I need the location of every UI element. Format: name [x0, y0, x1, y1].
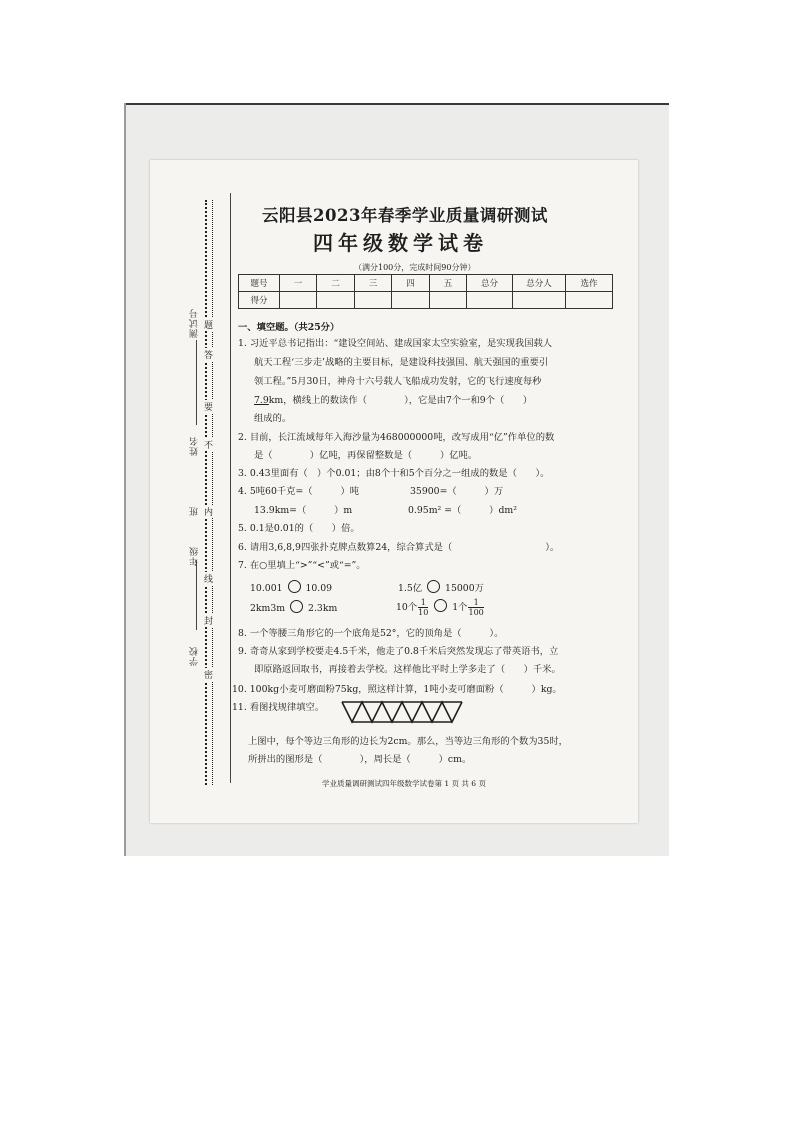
- question-1-line-3: 领工程。”5月30日，神舟十六号载人飞船成功发射，它的飞行速度每秒: [254, 376, 542, 387]
- exam-subtitle: 四年级数学试卷: [313, 231, 488, 255]
- fraction: [468, 598, 483, 617]
- score-table: [238, 274, 613, 309]
- question-1-line-4: [254, 395, 532, 407]
- margin-rule: [230, 193, 231, 783]
- triangle-zigzag: [342, 702, 462, 722]
- question-2-line-2: 是（ ）亿吨，再保留整数是（ ）亿吨。: [254, 450, 478, 461]
- exam-note: （满分100分，完成时间90分钟）: [354, 263, 476, 272]
- question-4-line-1a: 4. 5吨60千克=（ ）吨: [238, 486, 360, 497]
- question-9-line-2: 即原路返回取书，再接着去学校。这样他比平时上学多走了（ ）千米。: [254, 664, 561, 675]
- score-cell: 总分: [467, 275, 513, 292]
- fraction-numerator: 1: [468, 598, 483, 608]
- question-1-line-1: 1. 习近平总书记指出：“建设空间站、建成国家太空实验室，是实现我国载人: [238, 338, 553, 349]
- question-11-line-2: 上图中，每个等边三角形的边长为2cm。那么，当等边三角形的个数为35时，: [248, 736, 568, 747]
- question-4-line-1b: 35900=（ ）万: [410, 486, 504, 497]
- question-1-line-2: 航天工程‘三步走’战略的主要目标，是建设科技强国、航天强国的重要引: [254, 357, 549, 368]
- score-input-cell[interactable]: [392, 292, 430, 309]
- margin-label-school: 学校: [190, 646, 200, 666]
- score-input-cell[interactable]: [430, 292, 467, 309]
- grade-blank-line: [196, 560, 197, 630]
- triangle-pattern-figure: [340, 700, 470, 724]
- seal-char: 答: [204, 348, 213, 361]
- question-8: 8. 一个等腰三角形它的一个底角是52°，它的顶角是（ ）。: [238, 628, 504, 639]
- underlined-number: 7.9: [254, 395, 269, 406]
- seal-char: 内: [204, 505, 213, 518]
- compare-right: 10.09: [305, 583, 333, 594]
- question-1-line-5: 组成的。: [254, 413, 292, 424]
- margin-label-class: 班: [190, 506, 200, 516]
- question-5: 5. 0.1是0.01的（ ）倍。: [238, 523, 360, 534]
- compare-right: 1个: [452, 602, 468, 613]
- seal-char: 线: [204, 572, 213, 585]
- compare-row-c: [250, 600, 337, 615]
- exam-title: 云阳县2023年春季学业质量调研测试: [262, 206, 548, 225]
- scan-edge-left: [124, 103, 126, 856]
- compare-left: 10.001: [250, 583, 283, 594]
- question-4-line-2b: 0.95m² =（ ）dm²: [408, 505, 517, 516]
- question-2-line-1: 2. 目前，长江流域每年入海沙量为468000000吨，改写成用“亿”作单位的数: [238, 432, 555, 443]
- score-input-cell[interactable]: [566, 292, 613, 309]
- name-blank-line: [196, 340, 197, 425]
- section-heading: 一、填空题。（共25分）: [238, 322, 340, 333]
- margin-label-name: 姓名: [190, 436, 200, 456]
- question-3: 3. 0.43里面有（ ）个0.01；由8个十和5个百分之一组成的数是（ ）。: [238, 468, 550, 479]
- compare-left: 10个: [396, 602, 418, 613]
- score-cell: 五: [430, 275, 467, 292]
- compare-row-d: [396, 596, 485, 620]
- compare-left: 1.5亿: [398, 583, 423, 594]
- compare-circle[interactable]: [434, 599, 447, 612]
- seal-dotted-line: [205, 200, 207, 785]
- score-cell: 得分: [239, 292, 280, 309]
- seal-char: 题: [204, 318, 213, 331]
- seal-char: 封: [204, 614, 213, 627]
- compare-circle[interactable]: [288, 580, 301, 593]
- question-6: 6. 请用3,6,8,9四张扑克牌点数算24，综合算式是（ ）。: [238, 542, 560, 553]
- score-cell: 一: [280, 275, 317, 292]
- score-cell: 选作: [566, 275, 613, 292]
- fraction-denominator: 10: [418, 608, 429, 617]
- score-input-cell[interactable]: [280, 292, 317, 309]
- score-cell: 二: [317, 275, 355, 292]
- seal-dotted-line-inner: [212, 200, 213, 785]
- question-4-line-2a: 13.9km=（ ）m: [254, 505, 353, 516]
- question-11: 11. 看图找规律填空。: [232, 702, 325, 713]
- fraction: [418, 598, 428, 617]
- score-input-cell[interactable]: [467, 292, 513, 309]
- question-11-line-3: 所拼出的图形是（ ），周长是（ ）cm。: [248, 754, 472, 765]
- seal-char: 要: [204, 400, 213, 413]
- score-cell: 四: [392, 275, 430, 292]
- fraction-denominator: 100: [468, 608, 484, 617]
- question-10: 10. 100kg小麦可磨面粉75kg，照这样计算，1吨小麦可磨面粉（ ）kg。: [232, 684, 562, 695]
- compare-row-a: [250, 580, 332, 595]
- fraction-numerator: 1: [418, 598, 428, 608]
- compare-right: 2.3km: [308, 603, 338, 614]
- score-input-cell[interactable]: [355, 292, 392, 309]
- question-1-line-4-text: km，横线上的数读作（ ），它是由7个一和9个（ ）: [268, 395, 533, 406]
- score-table-score-row: [239, 292, 613, 309]
- score-input-cell[interactable]: [317, 292, 355, 309]
- scan-edge-top: [124, 103, 669, 105]
- compare-left: 2km3m: [250, 603, 286, 614]
- score-cell: 总分人: [513, 275, 566, 292]
- score-cell: 题号: [239, 275, 280, 292]
- score-cell: 三: [355, 275, 392, 292]
- question-9-line-1: 9. 奇奇从家到学校要走4.5千米，他走了0.8千米后突然发现忘了带英语书，立: [238, 646, 559, 657]
- margin-label-grade: 年级: [190, 546, 200, 566]
- compare-right: 15000万: [445, 583, 484, 594]
- seal-char: 密: [204, 668, 213, 681]
- margin-label-test-no: 测试号: [190, 308, 200, 338]
- score-table-header-row: [239, 275, 613, 292]
- compare-circle[interactable]: [427, 580, 440, 593]
- score-input-cell[interactable]: [513, 292, 566, 309]
- compare-circle[interactable]: [290, 600, 303, 613]
- compare-row-b: [398, 580, 484, 595]
- question-7: 7. 在○里填上“>”“<”或“=”。: [238, 560, 366, 571]
- seal-char: 不: [204, 438, 213, 451]
- page-footer: 学业质量调研测试四年级数学试卷第 1 页 共 6 页: [322, 779, 486, 788]
